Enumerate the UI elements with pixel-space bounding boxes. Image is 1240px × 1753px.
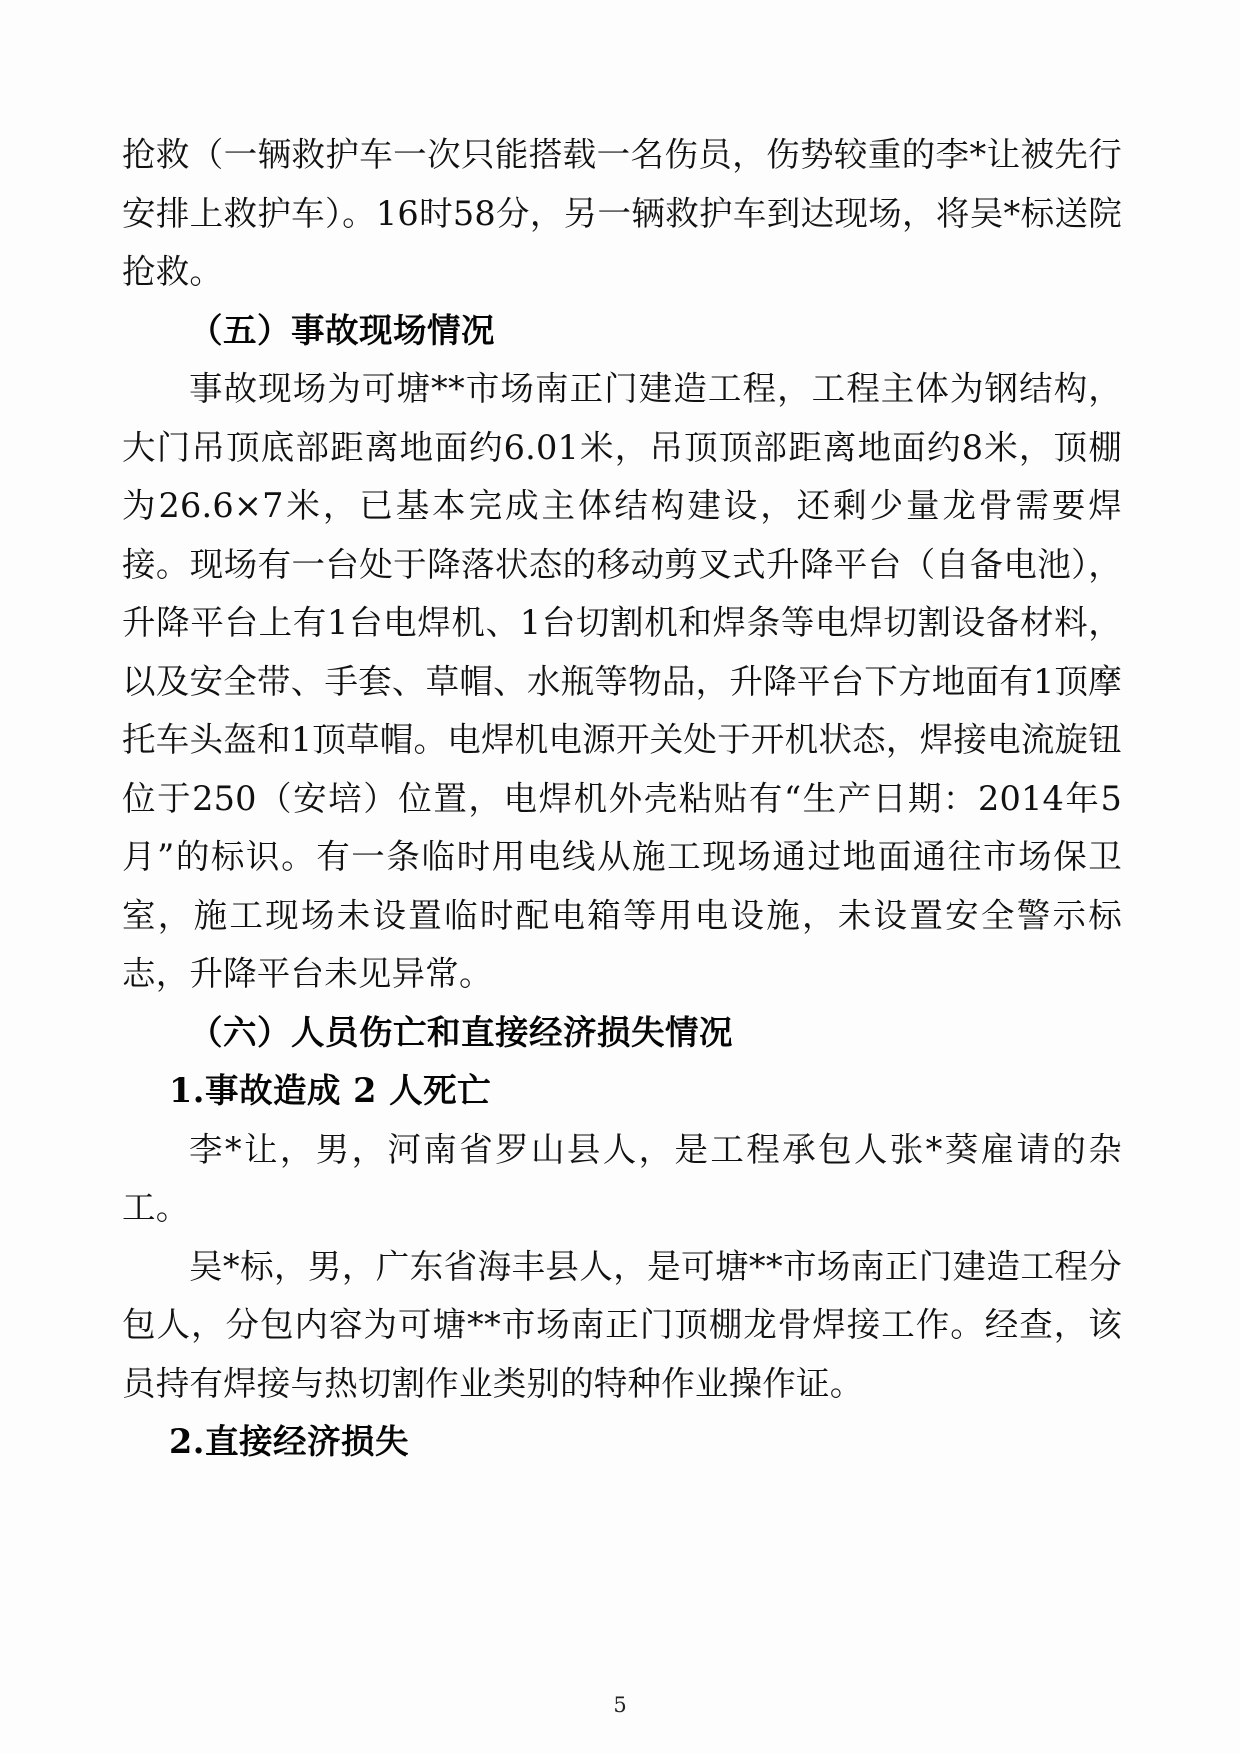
section-subheading: 1.事故造成 2 人死亡 xyxy=(169,1071,492,1110)
body-paragraph: 李*让，男，河南省罗山县人，是工程承包人张*葵雇请的杂工。 xyxy=(122,1129,1122,1227)
section-heading: （六）人员伤亡和直接经济损失情况 xyxy=(189,1012,733,1052)
section-heading: （五）事故现场情况 xyxy=(189,310,495,350)
body-paragraph: 吴*标，男，广东省海丰县人，是可塘**市场南正门建造工程分包人，分包内容为可塘**市场南正门顶棚龙骨焊接工作。经查，该员持有焊接与热切割作业类别的特种作业操作证。 xyxy=(122,1246,1122,1403)
section-subheading: 2.直接经济损失 xyxy=(169,1422,409,1461)
content-blocks xyxy=(122,126,1122,1472)
page-number: 5 xyxy=(613,1693,627,1717)
body-paragraph: 抢救（一辆救护车一次只能搭载一名伤员，伤势较重的李*让被先行安排上救护车）。16时58分，另一辆救护车到达现场，将吴*标送院抢救。 xyxy=(122,135,1122,291)
document-body xyxy=(122,126,1122,1657)
body-paragraph: 事故现场为可塘**市场南正门建造工程，工程主体为钢结构，大门吊顶底部距离地面约6.01米，吊顶顶部距离地面约8米，顶棚为26.6×7米，已基本完成主体结构建设，还剩少量龙骨需要焊接。现场有一台处于降落状态的移动剪叉式升降平台（自备电池），升降平台上有1台电焊机、1台切割机和焊条等电焊切割设备材料，以及安全带、手套、草帽、水瓶等物品，升降平台下方地面有1顶摩托车头盔和1顶草帽。电焊机电源开关处于开机状态，焊接电流旋钮位于250（安培）位置，电焊机外壳粘贴有“生产日期：2014年5月”的标识。有一条临时用电线从施工现场通过地面通往市场保卫室，施工现场未设置临时配电箱等用电设施，未设置安全警示标志，升降平台未见异常。 xyxy=(122,369,1122,993)
